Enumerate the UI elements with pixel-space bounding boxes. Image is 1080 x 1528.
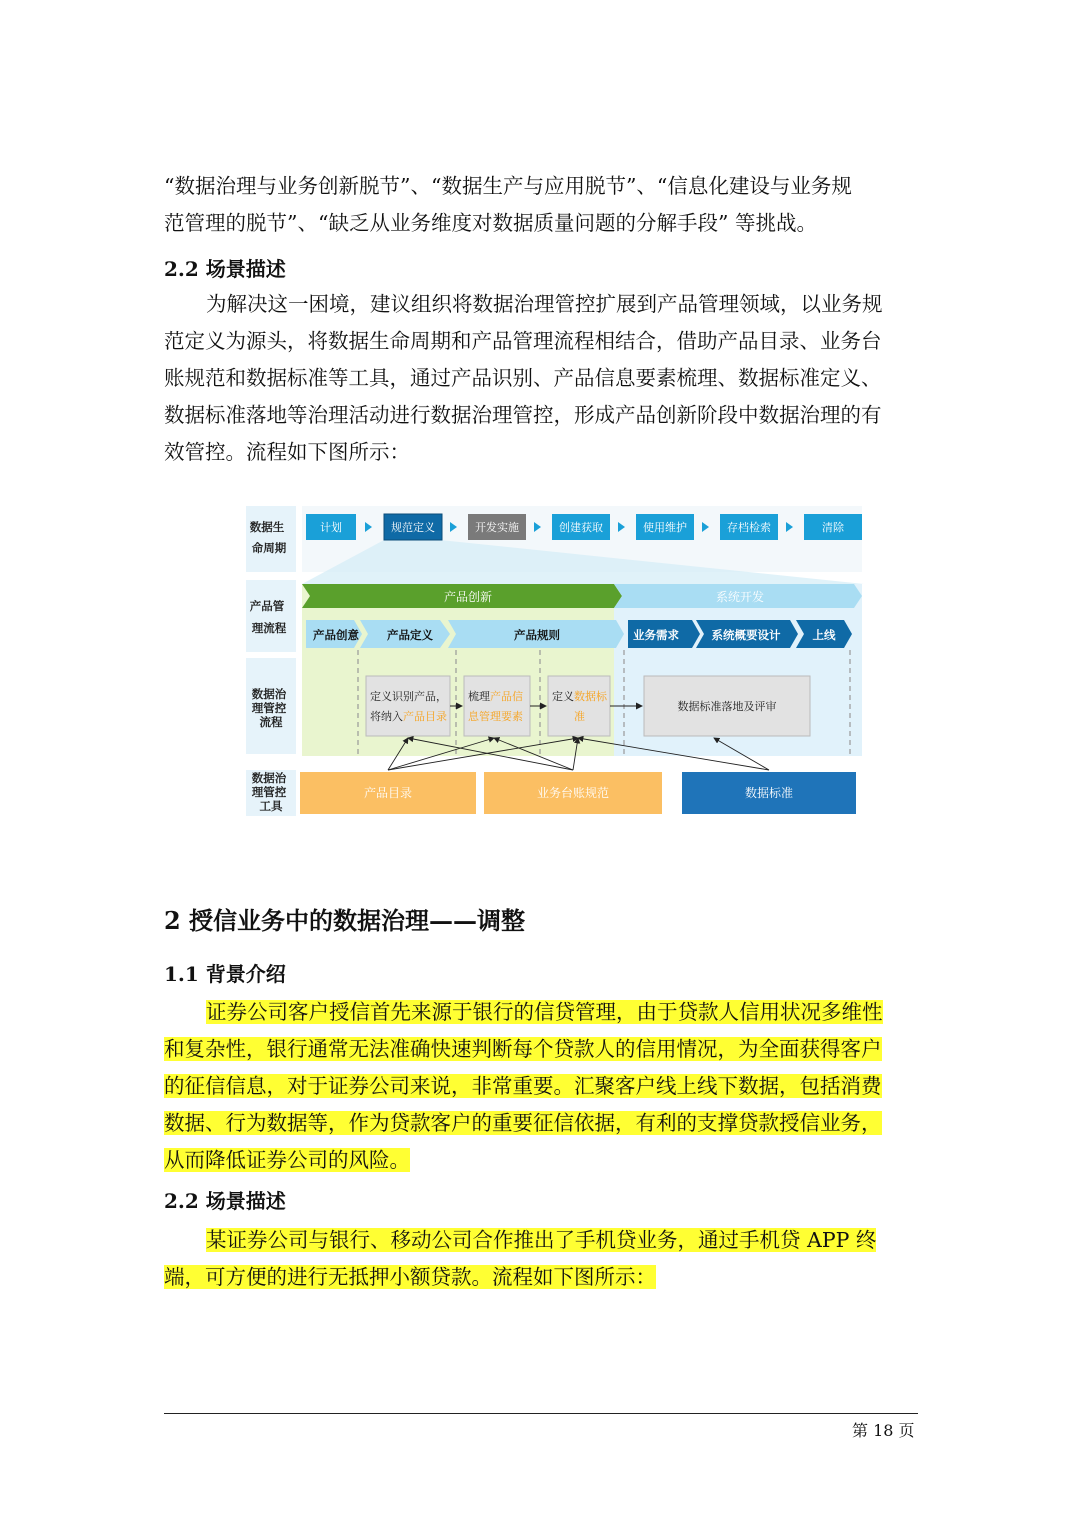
product-steps (306, 620, 852, 648)
scenario-line: 为解决这一困境，建议组织将数据治理管控扩展到产品管理领域，以业务规 (206, 292, 883, 316)
scenario-line: 端，可方便的进行无抵押小额贷款。流程如下图所示： (164, 1265, 656, 1289)
product-step: 产品定义 (387, 628, 433, 642)
lifecycle-step: 计划 (320, 521, 342, 534)
scenario-line: 账规范和数据标准等工具，通过产品识别、产品信息要素梳理、数据标准定义、 (164, 366, 882, 390)
row-label-product-flow: 产品管 理流程 (249, 599, 287, 635)
gov-step-identify-product: 定义识别产品， 将纳入产品目录 (370, 690, 447, 723)
product-step: 产品规则 (514, 628, 560, 642)
page-number: 第 18 页 (852, 1421, 915, 1440)
product-step: 产品创意 (313, 628, 359, 642)
scenario-line: 效管控。流程如下图所示： (164, 440, 410, 464)
background-line: 从而降低证券公司的风险。 (164, 1148, 410, 1172)
tool-product-catalog: 产品目录 (363, 786, 413, 800)
section-heading-scenario-2: 2.2 场景描述 (164, 1189, 286, 1213)
lifecycle-step: 存档检索 (727, 521, 771, 534)
tool-data-standard: 数据标准 (744, 786, 794, 800)
governance-flow-diagram (244, 504, 864, 822)
chapter-heading: 2 授信业务中的数据治理——调整 (164, 906, 526, 935)
gov-step-sort-elements: 梳理产品信 息管理要素 (468, 690, 523, 723)
background-paragraph (164, 994, 918, 1179)
section-heading-background: 1.1 背景介绍 (164, 962, 286, 986)
scenario-line: 某证券公司与银行、移动公司合作推出了手机贷业务，通过手机贷 APP 终 (206, 1228, 877, 1252)
lifecycle-step: 规范定义 (391, 521, 435, 534)
gov-step-define-standard: 定义数据标 准 (552, 690, 607, 723)
product-step: 上线 (812, 628, 836, 642)
row-label-governance-tools: 数据治 理管控 工具 (251, 771, 287, 813)
scenario-paragraph-2 (164, 1222, 918, 1296)
scenario-paragraph (164, 286, 918, 471)
row-label-governance-flow: 数据治 理管控 流程 (251, 687, 287, 729)
lifecycle-step: 创建获取 (559, 521, 603, 534)
footer-divider (164, 1413, 918, 1414)
scenario-line: 范定义为源头，将数据生命周期和产品管理流程相结合，借助产品目录、业务台 (164, 329, 882, 353)
lifecycle-step: 使用维护 (643, 521, 687, 534)
svg-text:产品创新: 产品创新 (443, 590, 493, 604)
lifecycle-step: 开发实施 (475, 521, 519, 534)
lifecycle-step: 清除 (822, 521, 844, 534)
scenario-line: 数据标准落地等治理活动进行数据治理管控，形成产品创新阶段中数据治理的有 (164, 403, 882, 427)
background-line: 的征信信息，对于证券公司来说，非常重要。汇聚客户线上线下数据，包括消费 (164, 1074, 882, 1098)
background-line: 证券公司客户授信首先来源于银行的信贷管理，由于贷款人信用状况多维性 (206, 1000, 883, 1024)
tool-business-ledger: 业务台账规范 (536, 786, 610, 800)
intro-line-1: “数据治理与业务创新脱节”、“数据生产与应用脱节”、“信息化建设与业务规 (164, 174, 852, 198)
intro-line-2: 范管理的脱节”、“缺乏从业务维度对数据质量问题的分解手段” 等挑战。 (164, 211, 817, 235)
gov-step-standard-review: 数据标准落地及评审 (677, 700, 777, 713)
product-step: 系统概要设计 (711, 628, 781, 642)
svg-text:系统开发: 系统开发 (715, 590, 765, 604)
background-line: 和复杂性，银行通常无法准确快速判断每个贷款人的信用情况，为全面获得客户 (164, 1037, 882, 1061)
row-label-lifecycle: 数据生 命周期 (249, 520, 287, 555)
product-step: 业务需求 (633, 628, 679, 642)
background-line: 数据、行为数据等，作为贷款客户的重要征信依据，有利的支撑贷款授信业务， (164, 1111, 882, 1135)
section-heading-scenario: 2.2 场景描述 (164, 257, 286, 281)
intro-paragraph (164, 168, 918, 242)
